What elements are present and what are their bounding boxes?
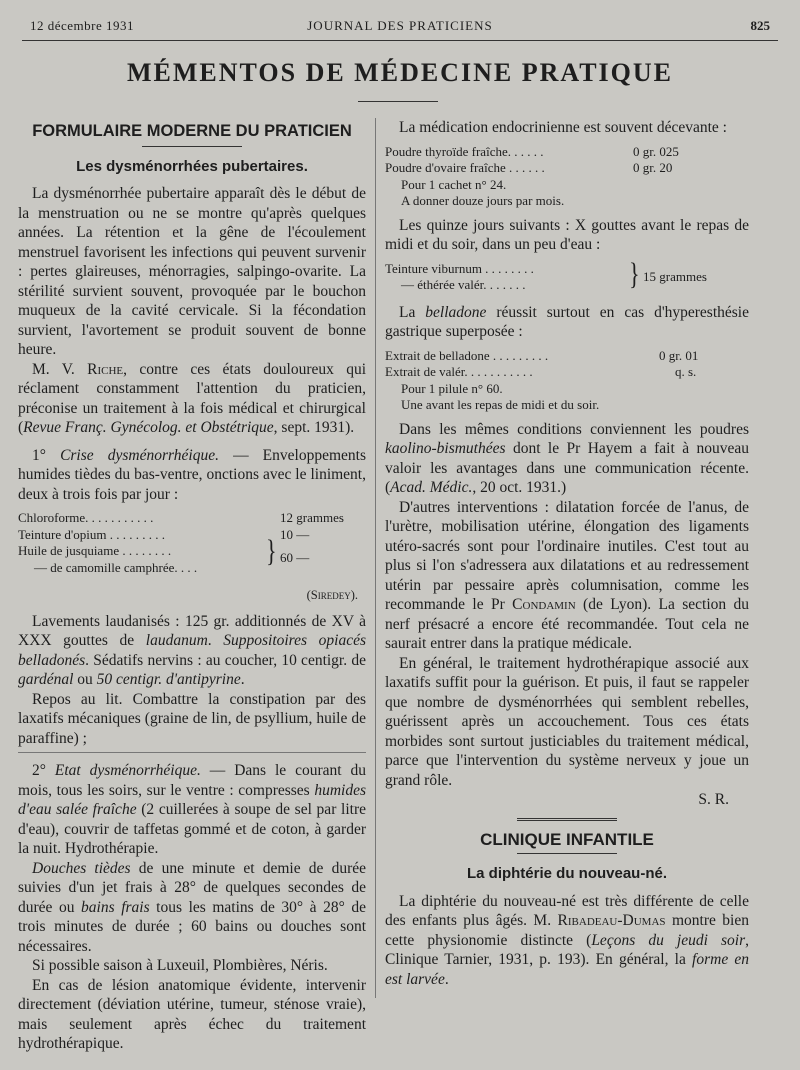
italic-text: humides d'eau salée fraîche	[18, 781, 366, 818]
rx-line	[385, 160, 749, 177]
rx-ingredient: Extrait de valér. . . . . . . . . . .	[385, 364, 533, 379]
italic-text: Leçons du jeudi soir	[591, 931, 746, 949]
paragraph	[18, 761, 366, 859]
text: La diphtérie du nouveau-né est très différente de celle des enfants plus âgés. M.	[385, 892, 749, 929]
brace-icon: }	[629, 255, 640, 291]
paragraph: Si possible saison à Luxeuil, Plombières, Néris.	[32, 957, 328, 974]
paragraph: En général, le traitement hydrothérapique associé aux laxatifs suffit pour la guérison. Et puis, il faut se rappeler que nombre de dysménorrhées qui semblent rebelles, guérissent après un accouchement. Tous ces états morbides sont surtout justiciables du traitement médical, parce que l'intervention du système nerveux y joue un grand rôle.	[385, 654, 749, 789]
italic-heading: Crise dysménorrhéique.	[60, 446, 219, 464]
italic-text: kaolino-bismuthées	[385, 440, 506, 457]
paragraph	[18, 360, 366, 438]
italic-text: Acad. Médic.	[390, 479, 473, 496]
paragraph: Les quinze jours suivants : X gouttes avant le repas de midi et du soir, dans un peu d'eau :	[385, 216, 749, 253]
paragraph	[385, 498, 749, 654]
text: La	[399, 303, 426, 321]
rx-ingredient: Teinture viburnum . . . . . . . .	[385, 260, 534, 276]
rx-ingredient: Poudre thyroïde fraîche. . . . . .	[385, 143, 544, 159]
italic-text: belladone	[425, 303, 487, 321]
text: Dans les mêmes conditions conviennent les poudres	[399, 420, 749, 438]
rx-ingredient: Poudre d'ovaire fraîche . . . . . .	[385, 160, 545, 175]
italic-text: Suppositoires opiacés belladonés	[18, 632, 366, 669]
title-divider	[358, 101, 438, 102]
rx-instruction: Pour 1 cachet n° 24.	[401, 176, 507, 192]
paragraph	[18, 612, 366, 690]
paragraph	[385, 420, 749, 498]
prescription	[18, 510, 366, 580]
section-title: CLINIQUE INFANTILE	[480, 829, 654, 849]
author-name: Ribadeau-Dumas	[557, 912, 666, 929]
paragraph: Repos au lit. Combattre la constipation par des laxatifs mécaniques (graine de lin, de psyllium, huile de paraffine) ;	[18, 690, 366, 747]
text: montre bien cette physionomie distincte (	[385, 912, 749, 949]
column-divider	[375, 118, 376, 998]
text: — Enveloppements humides tièdes du bas-ventre, onctions avec le liniment, deux à trois fois par jour :	[18, 446, 366, 503]
article-subtitle: Les dysménorrhées pubertaires.	[76, 157, 308, 175]
prescription	[385, 144, 749, 210]
left-column	[18, 118, 366, 1054]
text: ou	[73, 671, 97, 688]
rx-line	[18, 543, 366, 560]
text: , sept. 1931).	[273, 419, 355, 436]
paragraph	[385, 892, 749, 990]
section-rule	[517, 853, 617, 854]
italic-text: 50 centigr. d'antipyrine	[96, 671, 241, 688]
rx-ingredient: Huile de jusquiame . . . . . . . .	[18, 543, 172, 558]
rx-line	[385, 144, 749, 161]
header-date: 12 décembre 1931	[30, 18, 135, 33]
rx-quantity: 15 grammes	[643, 268, 707, 284]
text: (2 cuillerées à soupe de sel par litre d'eau), couvrir de taffetas gommé et de coton, à garder la nuit. Hydrothérapie.	[18, 801, 366, 857]
page-title: MÉMENTOS DE MÉDECINE PRATIQUE	[126, 58, 674, 87]
paragraph: La dysménorrhée pubertaire apparaît dès le début de la menstruation ou ne se montre qu'après quelques années. La rétention et la gêne de l'écoulement menstruel favorisent les infections qui peuvent survenir : pertes glaireuses, ménorragies, salpingo-ovarite. La stérilité survient souvent, provoquée par le bouchon muqueux de la cavité cervicale. Si la fécondation survient, l'avortement se produit souvent de bonne heure.	[18, 185, 366, 358]
journal-name: JOURNAL DES PRATICIENS	[307, 18, 493, 33]
italic-text: forme en est larvée	[385, 951, 750, 988]
paragraph	[18, 859, 366, 957]
brace-icon: }	[266, 532, 277, 568]
rx-line	[18, 527, 366, 544]
rx-quantity: 0 gr. 01	[659, 347, 699, 363]
text: .	[240, 671, 245, 688]
italic-heading: Etat dysménorrhéique.	[54, 762, 201, 779]
rx-line	[385, 348, 749, 365]
text: Lavements laudanisés : 125 gr. additionnés de XV à XXX gouttes de	[18, 612, 366, 649]
text: , contre ces états douloureux qui réclament constamment l'attention du praticien, préconise un traitement à la fois médical et chirurgical (	[18, 360, 367, 436]
rx-instruction: Une avant les repas de midi et du soir.	[401, 397, 600, 412]
rx-quantity: 0 gr. 20	[633, 160, 673, 175]
rx-ingredient: Chloroforme. . . . . . . . . . .	[18, 510, 154, 525]
page-number: 825	[750, 18, 770, 33]
text: .	[207, 632, 224, 649]
text: 1°	[32, 446, 61, 464]
prescription	[385, 255, 749, 297]
right-column	[385, 118, 749, 989]
author-name: Condamin	[512, 596, 576, 613]
source-attribution: (Siredey).	[306, 588, 358, 602]
text: (de Lyon). La section du nerf présacré a encore été recommandée. Tout cela ne saurait entrer dans la pratique médicale.	[385, 596, 749, 652]
text: réussit surtout en cas d'hyperesthésie gastrique superposée :	[385, 303, 749, 340]
rx-ingredient: Teinture d'opium . . . . . . . . .	[18, 526, 165, 542]
divider	[18, 752, 366, 753]
italic-text: Douches tièdes	[32, 859, 131, 877]
text: , Clinique Tarnier, 1931, p. 193). En général, la	[385, 931, 750, 968]
signature: S. R.	[698, 791, 729, 808]
text: de une minute et demie de durée suivies d'un jet frais à 28° de quelques secondes de durée ou	[18, 859, 367, 916]
journal-reference: Revue Franç. Gynécolog. et Obstétrique	[23, 419, 274, 436]
rx-quantity: 60 —	[280, 550, 310, 565]
text: tous les matins de 30° à 28° de trois minutes de durée ; 60 bains ou douches sont nécessaires.	[18, 898, 367, 955]
rx-instruction: Pour 1 pilule n° 60.	[401, 380, 503, 396]
rx-quantity: 10 —	[280, 526, 310, 542]
italic-text: laudanum	[145, 632, 208, 649]
paragraph	[18, 446, 366, 505]
italic-text: bains frais	[81, 898, 150, 916]
article-subtitle: La diphtérie du nouveau-né.	[466, 865, 668, 882]
rx-quantity: 0 gr. 025	[633, 143, 679, 159]
rx-ingredient: — de camomille camphrée. . . .	[34, 559, 198, 575]
rx-line	[385, 364, 749, 381]
section-rule	[142, 146, 242, 147]
running-header	[30, 18, 770, 38]
italic-text: gardénal	[18, 671, 74, 688]
text: dont le Pr Hayem a fait à nouveau valoir les avantages dans une communication récente. (	[385, 440, 749, 496]
section-title: FORMULAIRE MODERNE DU PRATICIEN	[32, 122, 352, 140]
paragraph: En cas de lésion anatomique évidente, intervenir directement (déviation utérine, tumeur, sténose vraie), mais seulement après échec du traitement hydrothérapique.	[18, 976, 366, 1052]
prescription	[385, 348, 749, 414]
text: — Dans le courant du mois, tous les soirs, sur le ventre : compresses	[18, 762, 366, 799]
text: D'autres interventions : dilatation forcée de l'anus, de l'urètre, mobilisation utérine, élongation des ligaments utéro-sacrés sont pour l'ordinaire inutiles. C'est tout au plus si l'on s'adressera aux dilatations et au redressement utérin par pessaire après columnisation, comme les recommande le Pr	[385, 498, 749, 613]
text: . Sédatifs nervins : au coucher, 10 centigr. de	[85, 651, 366, 669]
paragraph: La médication endocrinienne est souvent décevante :	[399, 119, 727, 136]
text: , 20 oct. 1931.)	[472, 479, 567, 496]
rx-quantity: q. s.	[675, 364, 697, 379]
rx-line	[18, 560, 366, 577]
rx-ingredient: Extrait de belladone . . . . . . . . .	[385, 347, 549, 363]
header-rule	[22, 40, 778, 41]
section-separator	[517, 818, 617, 822]
rx-quantity: 12 grammes	[280, 510, 344, 525]
rx-line	[18, 510, 366, 527]
rx-ingredient: — éthérée valér. . . . . . .	[401, 277, 526, 292]
text: 2°	[32, 762, 55, 779]
author-name: M. V. Riche	[32, 360, 124, 378]
text: .	[444, 970, 449, 988]
paragraph	[385, 303, 749, 342]
rx-instruction: A donner douze jours par mois.	[401, 193, 565, 208]
